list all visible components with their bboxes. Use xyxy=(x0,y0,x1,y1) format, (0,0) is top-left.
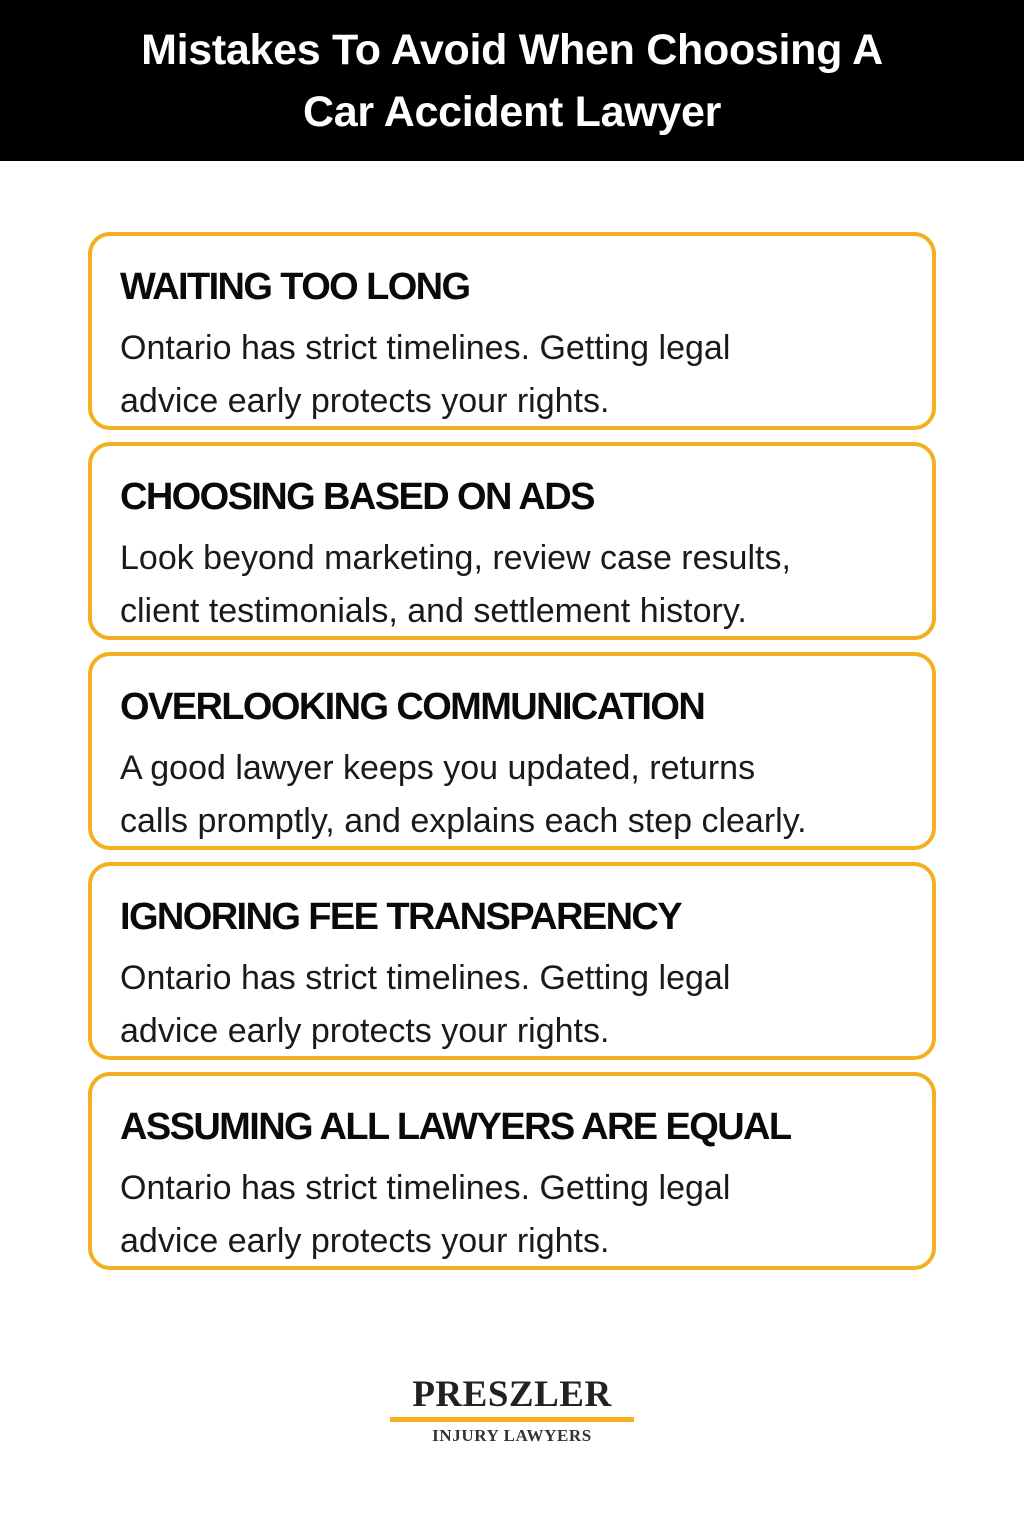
card-description xyxy=(120,1162,730,1268)
page-title-line-2: Car Accident Lawyer xyxy=(302,87,722,136)
card-description-line: Ontario has strict timelines. Getting legal xyxy=(120,1169,731,1207)
card-description-line: advice early protects your rights. xyxy=(120,1012,610,1050)
logo-tagline: INJURY LAWYERS xyxy=(432,1426,592,1445)
mistake-card-ignoring-fee-transparency xyxy=(88,862,936,1060)
card-description xyxy=(120,742,807,848)
page-title-line-1: Mistakes To Avoid When Choosing A xyxy=(141,25,883,74)
mistake-card-waiting-too-long xyxy=(88,232,936,430)
card-description-line: advice early protects your rights. xyxy=(120,382,610,420)
card-description xyxy=(120,322,730,428)
logo-accent-bar xyxy=(390,1417,634,1422)
card-description xyxy=(120,532,791,638)
card-description-line: Ontario has strict timelines. Getting legal xyxy=(120,329,731,367)
card-title: WAITING TOO LONG xyxy=(120,266,470,308)
card-title: OVERLOOKING COMMUNICATION xyxy=(120,686,705,728)
preszler-logo xyxy=(390,1375,634,1446)
card-description-line: Ontario has strict timelines. Getting legal xyxy=(120,959,731,997)
page-header xyxy=(0,0,1024,161)
logo-name: PRESZLER xyxy=(412,1374,612,1415)
card-description xyxy=(120,952,730,1058)
mistake-card-overlooking-communication xyxy=(88,652,936,850)
card-description-line: Look beyond marketing, review case results, xyxy=(120,539,791,577)
card-title: IGNORING FEE TRANSPARENCY xyxy=(120,896,682,938)
mistake-card-assuming-all-lawyers-equal xyxy=(88,1072,936,1270)
card-description-line: advice early protects your rights. xyxy=(120,1222,610,1260)
card-description-line: client testimonials, and settlement history. xyxy=(120,592,747,630)
mistake-card-choosing-based-on-ads xyxy=(88,442,936,640)
card-title: ASSUMING ALL LAWYERS ARE EQUAL xyxy=(120,1106,791,1148)
card-title: CHOOSING BASED ON ADS xyxy=(120,476,594,518)
card-description-line: A good lawyer keeps you updated, returns xyxy=(120,749,756,787)
card-description-line: calls promptly, and explains each step clearly. xyxy=(120,802,807,840)
